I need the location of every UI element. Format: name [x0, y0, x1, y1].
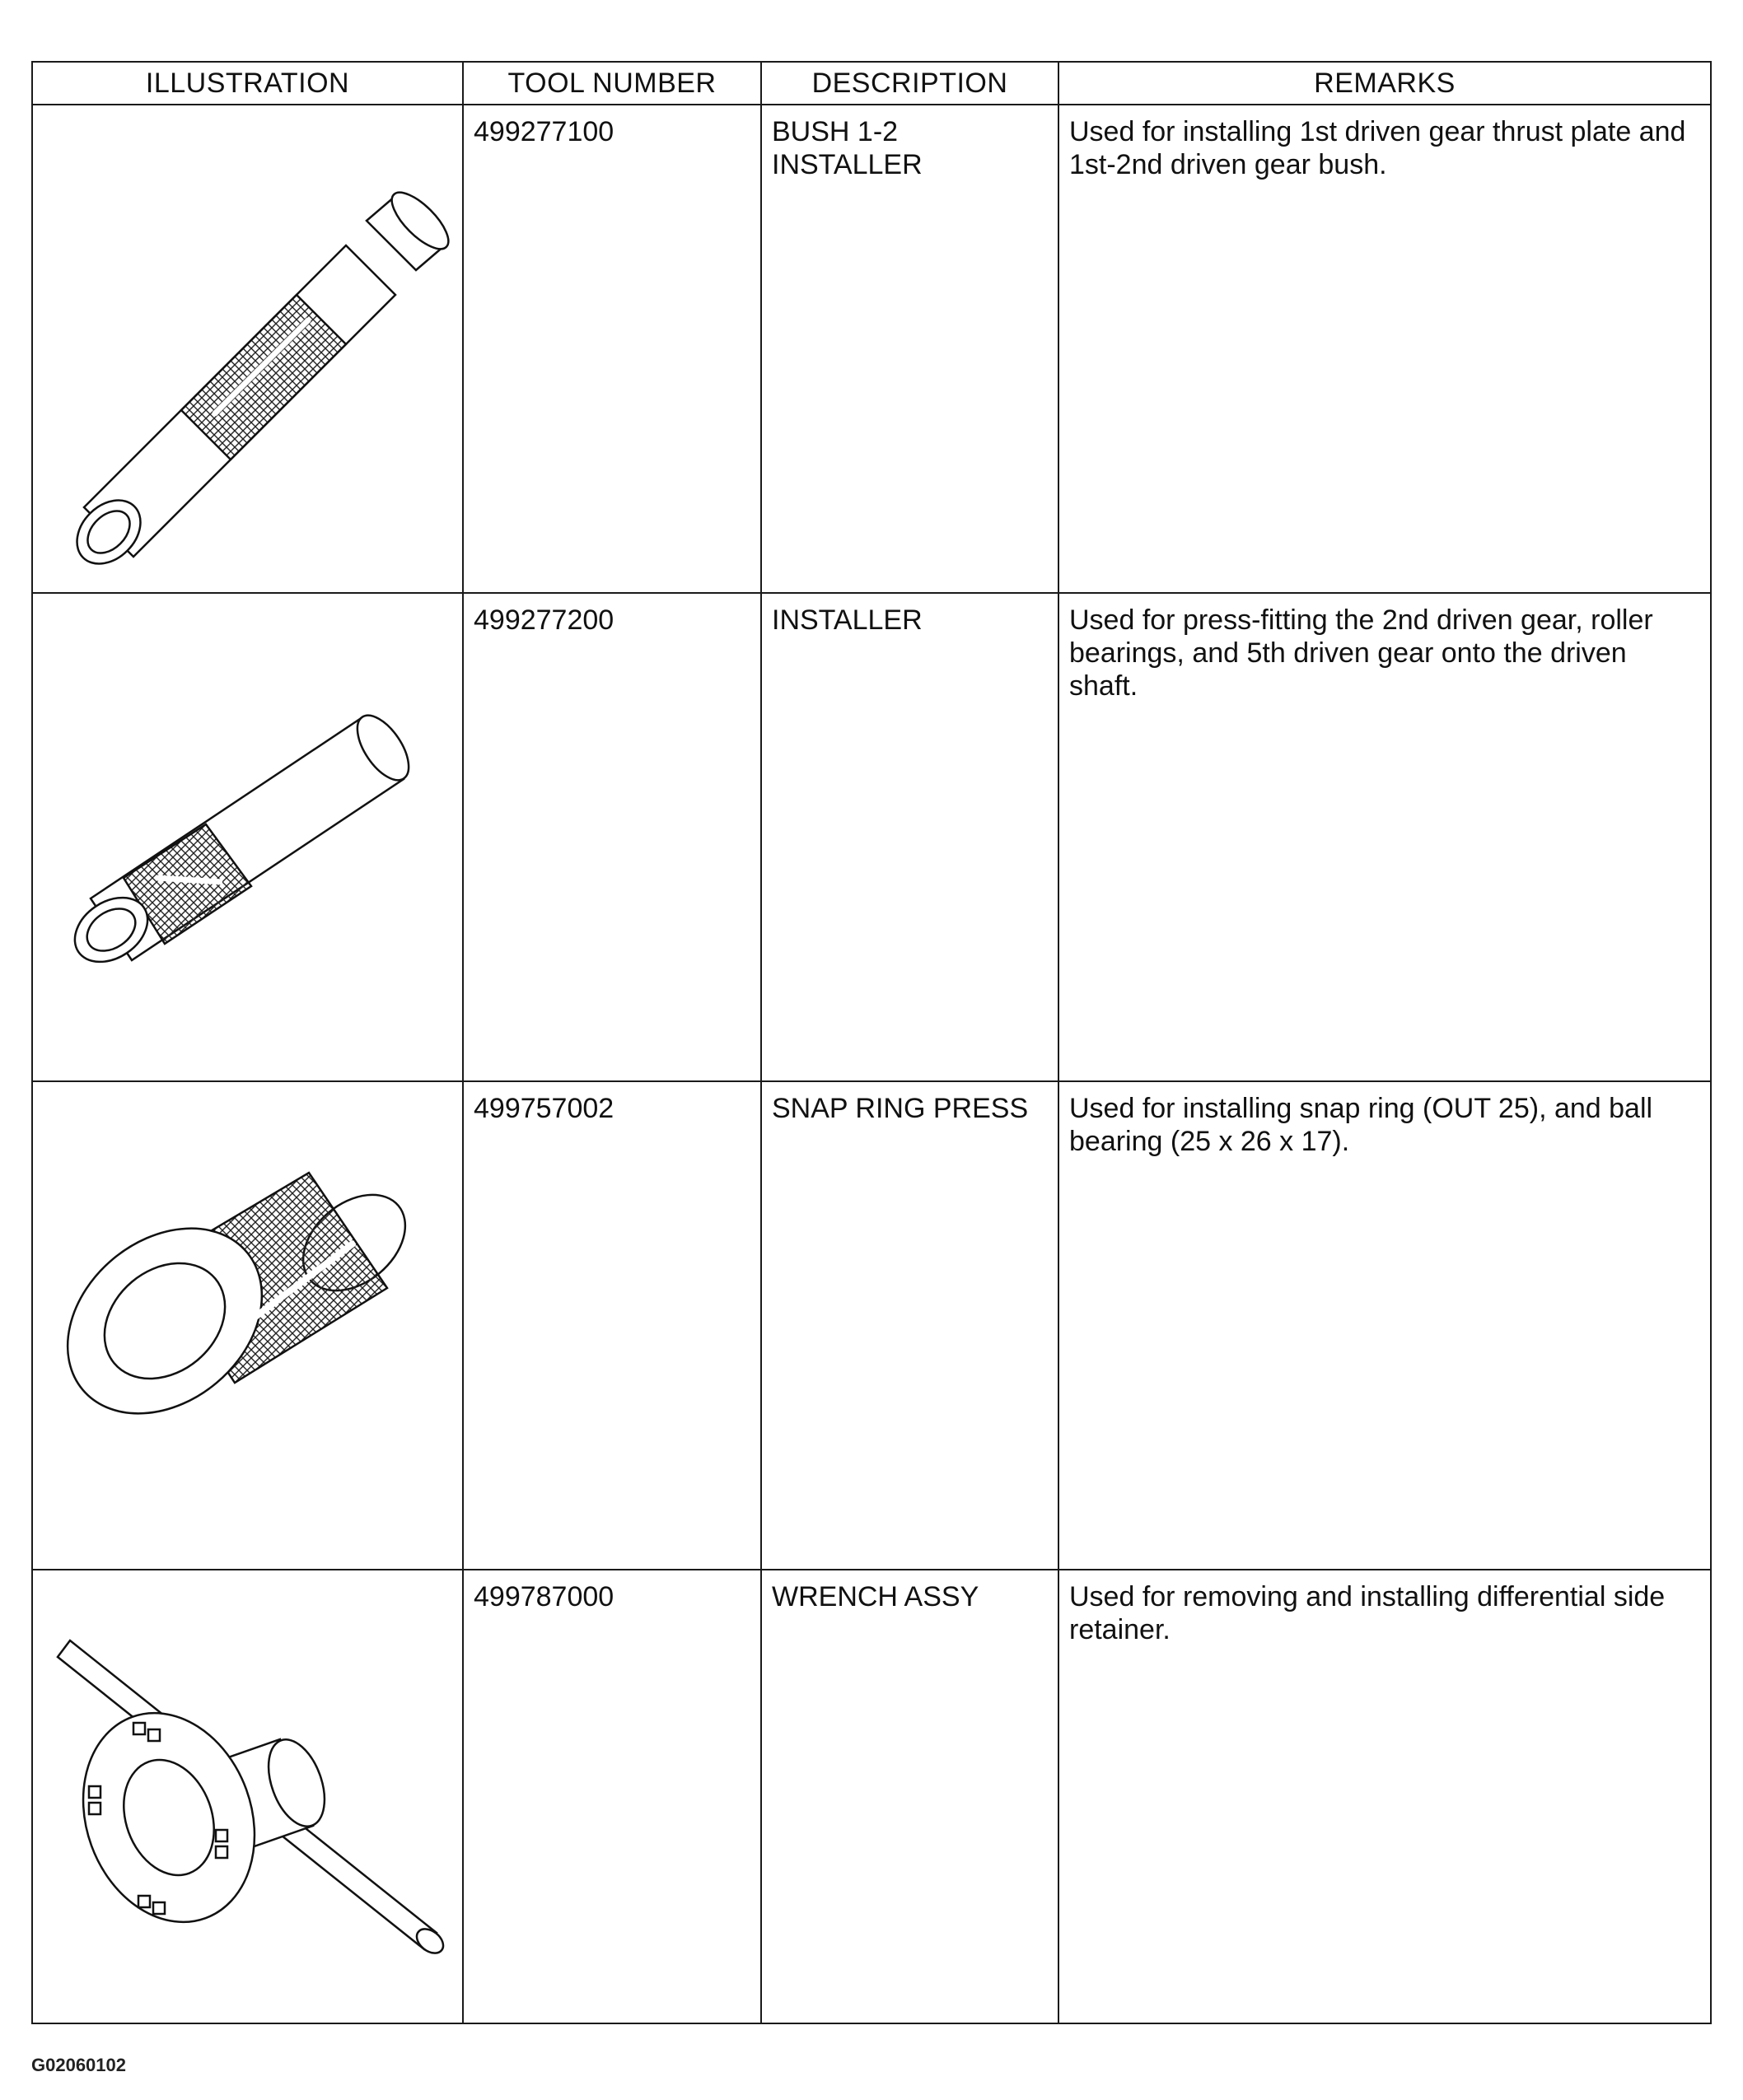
description-cell: INSTALLER — [761, 593, 1058, 1081]
installer-icon — [33, 594, 460, 1079]
illustration-cell — [32, 593, 463, 1081]
snap-ring-press-icon — [33, 1082, 460, 1567]
table-row — [32, 1570, 1711, 2023]
description-cell: WRENCH ASSY — [761, 1570, 1058, 2023]
illustration-cell — [32, 1570, 463, 2023]
remarks-cell: Used for installing 1st driven gear thrust plate and 1st-2nd driven gear bush. — [1058, 105, 1711, 593]
wrench-assy-icon — [33, 1570, 460, 2023]
tool-number-cell: 499787000 — [463, 1570, 761, 2023]
header-description: DESCRIPTION — [761, 62, 1058, 105]
table-row — [32, 1081, 1711, 1570]
header-illustration: ILLUSTRATION — [32, 62, 463, 105]
tool-number-cell: 499757002 — [463, 1081, 761, 1570]
remarks-cell: Used for installing snap ring (OUT 25), and ball bearing (25 x 26 x 17). — [1058, 1081, 1711, 1570]
header-remarks: REMARKS — [1058, 62, 1711, 105]
table-row — [32, 593, 1711, 1081]
special-tools-table — [31, 61, 1712, 2024]
remarks-cell: Used for press-fitting the 2nd driven gear, roller bearings, and 5th driven gear onto the driven shaft. — [1058, 593, 1711, 1081]
remarks-cell: Used for removing and installing differential side retainer. — [1058, 1570, 1711, 2023]
table-header-row — [32, 62, 1711, 105]
illustration-cell — [32, 105, 463, 593]
description-cell: BUSH 1-2 INSTALLER — [761, 105, 1058, 593]
bush-installer-icon — [33, 105, 460, 590]
table-row — [32, 105, 1711, 593]
illustration-cell — [32, 1081, 463, 1570]
tool-number-cell: 499277100 — [463, 105, 761, 593]
tool-number-cell: 499277200 — [463, 593, 761, 1081]
description-cell: SNAP RING PRESS — [761, 1081, 1058, 1570]
figure-code: G02060102 — [31, 2055, 126, 2075]
header-tool-number: TOOL NUMBER — [463, 62, 761, 105]
